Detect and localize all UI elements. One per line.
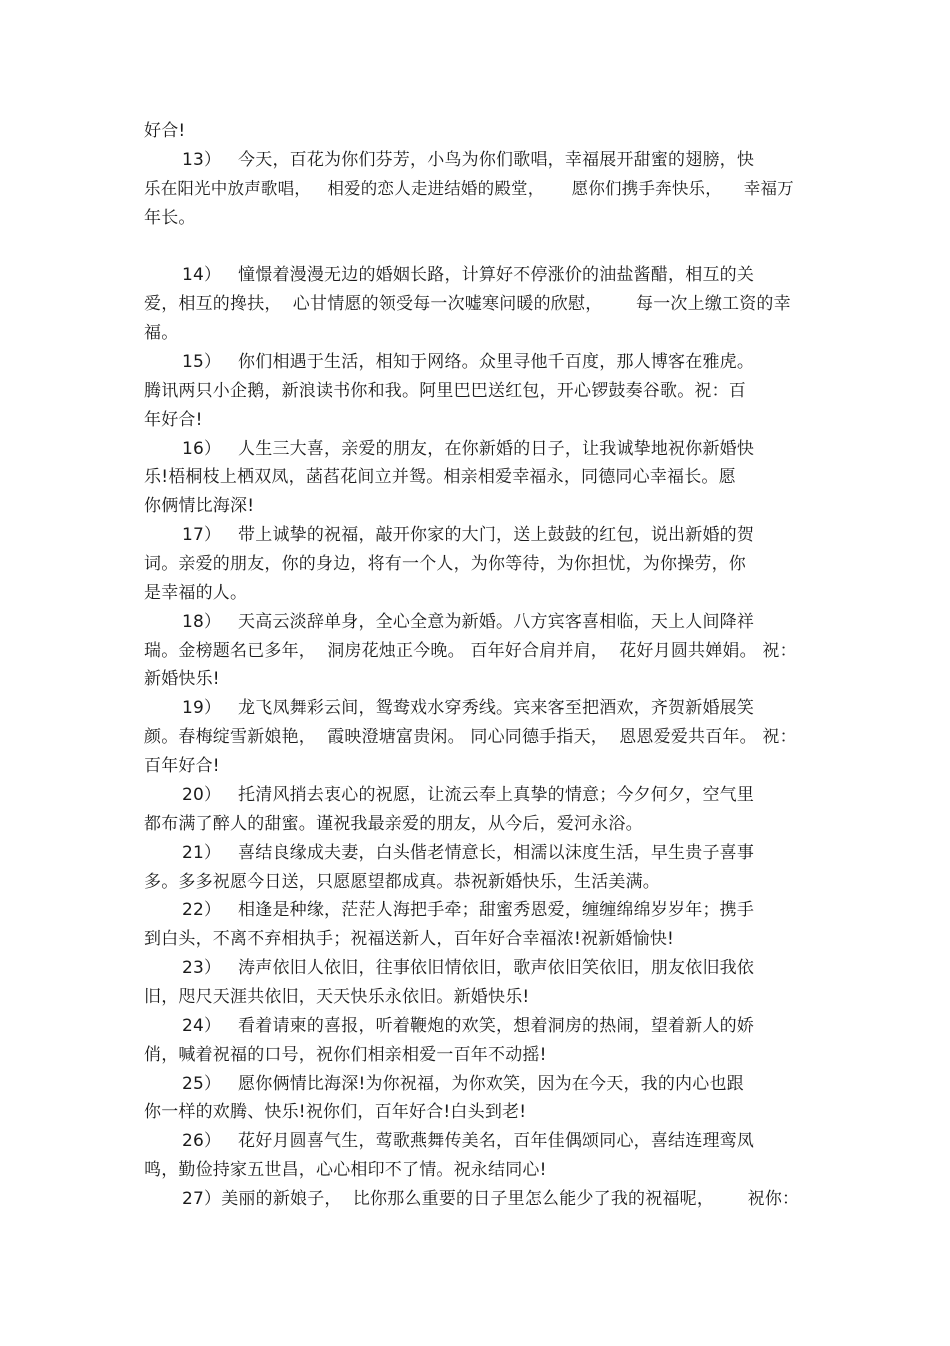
text-line: 13） 今天，百花为你们芬芳，小鸟为你们歌唱，幸福展开甜蜜的翅膀，快	[182, 150, 755, 170]
text-line: 20） 托清风捎去衷心的祝愿，让流云奉上真挚的情意；今夕何夕，空气里	[182, 785, 755, 805]
text-line: 年长。	[144, 208, 196, 228]
text-line: 福。	[144, 323, 179, 343]
text-line: 你俩情比海深!	[144, 496, 255, 516]
text-line: 乐在阳光中放声歌唱， 相爱的恋人走进结婚的殿堂， 愿你们携手奔快乐， 幸福万	[144, 179, 794, 198]
text-line: 好合!	[144, 121, 186, 141]
text-line: 颜。春梅绽雪新娘艳， 霞映澄塘富贵闲。 同心同德手指天， 恩恩爱爱共百年。 祝：	[144, 727, 797, 747]
text-line: 瑞。金榜题名已多年， 洞房花烛正今晚。 百年好合肩并肩， 花好月圆共婵娟。 祝：	[144, 641, 797, 661]
text-line: 鸣，勤俭持家五世昌，心心相印不了情。祝永结同心!	[144, 1160, 547, 1180]
text-line: 26） 花好月圆喜气生，莺歌燕舞传美名，百年佳偶颂同心，喜结连理鸾凤	[182, 1131, 755, 1151]
text-line: 乐!梧桐枝上栖双凤，菡萏花间立并鸳。相亲相爱幸福永，同德同心幸福长。愿	[144, 467, 736, 487]
text-line: 25） 愿你俩情比海深!为你祝福，为你欢笑，因为在今天，我的内心也跟	[182, 1074, 744, 1094]
text-line: 24） 看着请柬的喜报，听着鞭炮的欢笑，想着洞房的热闹，望着新人的娇	[182, 1016, 755, 1036]
text-line: 年好合!	[144, 410, 203, 430]
text-line: 旧，咫尺天涯共依旧，天天快乐永依旧。新婚快乐!	[144, 987, 530, 1007]
text-line: 27）美丽的新娘子， 比你那么重要的日子里怎么能少了我的祝福呢， 祝你：	[182, 1189, 800, 1209]
text-line: 爱，相互的搀扶， 心甘情愿的领受每一次嘘寒问暖的欣慰， 每一次上缴工资的幸	[144, 294, 791, 314]
text-line: 俏，喊着祝福的口号，祝你们相亲相爱一百年不动摇!	[144, 1045, 547, 1065]
text-line: 17） 带上诚挚的祝福，敲开你家的大门，送上鼓鼓的红包，说出新婚的贺	[182, 525, 755, 545]
text-line: 到白头，不离不弃相执手；祝福送新人，百年好合幸福浓!祝新婚愉快!	[144, 929, 675, 949]
text-line: 腾讯两只小企鹅，新浪读书你和我。阿里巴巴送红包，开心锣鼓奏谷歌。祝：百	[144, 381, 746, 401]
text-line: 15） 你们相遇于生活，相知于网络。众里寻他千百度，那人博客在雅虎。	[182, 352, 755, 372]
text-line: 23） 涛声依旧人依旧，往事依旧情依旧，歌声依旧笑依旧，朋友依旧我依	[182, 958, 755, 978]
text-line: 22） 相逢是种缘，茫茫人海把手牵；甜蜜秀恩爱，缠缠绵绵岁岁年；携手	[182, 900, 755, 920]
text-line: 都布满了醉人的甜蜜。谨祝我最亲爱的朋友，从今后，爱河永浴。	[144, 814, 643, 834]
text-line: 18） 天高云淡辞单身，全心全意为新婚。八方宾客喜相临，天上人间降祥	[182, 612, 755, 632]
text-line: 词。亲爱的朋友，你的身边，将有一个人，为你等待，为你担忧，为你操劳，你	[144, 554, 746, 574]
text-line: 21） 喜结良缘成夫妻，白头偕老情意长，相濡以沫度生活，早生贵子喜事	[182, 843, 755, 863]
text-line: 19） 龙飞凤舞彩云间，鸳鸯戏水穿秀线。宾来客至把酒欢，齐贺新婚展笑	[182, 698, 755, 718]
text-line: 新婚快乐!	[144, 669, 220, 689]
text-line: 百年好合!	[144, 756, 220, 776]
text-line: 是幸福的人。	[144, 583, 248, 603]
text-line: 你一样的欢腾、快乐!祝你们，百年好合!白头到老!	[144, 1102, 527, 1122]
text-line: 多。多多祝愿今日送，只愿愿望都成真。恭祝新婚快乐，生活美满。	[144, 872, 660, 892]
text-line: 16） 人生三大喜，亲爱的朋友，在你新婚的日子，让我诚挚地祝你新婚快	[182, 439, 755, 459]
text-line: 14） 憧憬着漫漫无边的婚姻长路，计算好不停涨价的油盐酱醋，相互的关	[182, 265, 755, 285]
